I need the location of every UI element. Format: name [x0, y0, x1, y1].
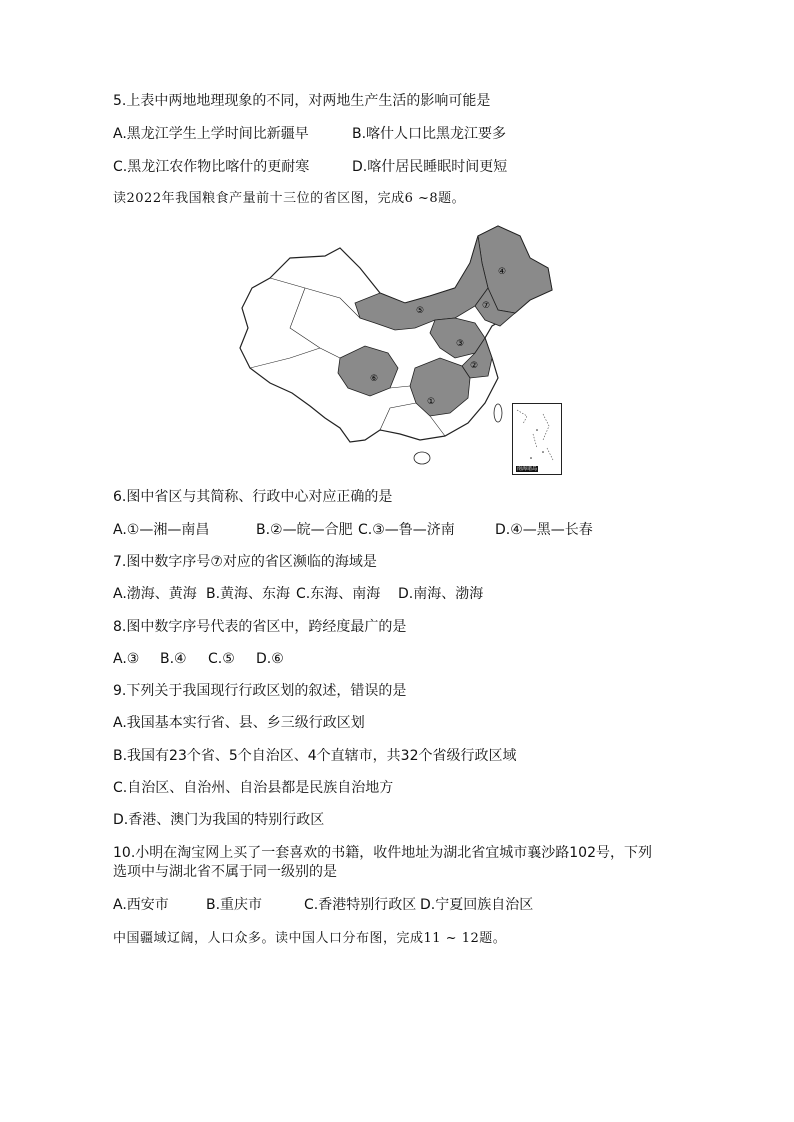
population-intro: 中国疆域辽阔，人口众多。读中国人口分布图，完成11 ~ 12题。	[113, 931, 507, 946]
map-label-4: ④	[498, 267, 507, 277]
q5-option-c: C.黑龙江农作物比喀什的更耐寒	[113, 159, 310, 175]
q10-stem-line1: 10.小明在淘宝网上买了一套喜欢的书籍，收件地址为湖北省宜城市襄沙路102号，下列	[113, 845, 652, 861]
q8-option-c: C.⑤	[208, 651, 235, 667]
q6-option-b: B.②—皖—合肥	[256, 522, 353, 538]
map-label-3: ③	[456, 339, 465, 349]
q10-option-c: C.香港特别行政区	[304, 897, 417, 913]
q7-option-d: D.南海、渤海	[398, 586, 484, 602]
map-intro: 读2022年我国粮食产量前十三位的省区图，完成6 ~8题。	[113, 191, 466, 206]
q6-option-d: D.④—黑—长春	[495, 522, 593, 538]
q9-option-a: A.我国基本实行省、县、乡三级行政区划	[113, 715, 365, 731]
q6-stem: 6.图中省区与其简称、行政中心对应正确的是	[113, 489, 393, 505]
q7-option-b: B.黄海、东海	[206, 586, 291, 602]
q5-option-b: B.喀什人口比黑龙江要多	[352, 126, 507, 142]
inset-caption: 南海诸岛	[517, 466, 538, 472]
q10-option-a: A.西安市	[113, 897, 169, 913]
hainan-island	[414, 452, 430, 464]
south-china-sea-inset	[512, 403, 562, 475]
q7-option-c: C.东海、南海	[296, 586, 381, 602]
q7-stem: 7.图中数字序号⑦对应的省区濒临的海域是	[113, 554, 377, 570]
q8-option-a: A.③	[113, 651, 140, 667]
q9-stem: 9.下列关于我国现行行政区划的叙述，错误的是	[113, 683, 407, 699]
q10-option-b: B.重庆市	[206, 897, 263, 913]
q9-option-d: D.香港、澳门为我国的特别行政区	[113, 812, 325, 828]
q8-option-b: B.④	[160, 651, 187, 667]
map-label-7: ⑦	[482, 301, 491, 311]
q10-stem-line2: 选项中与湖北省不属于同一级别的是	[113, 864, 337, 880]
map-label-6: ⑥	[370, 374, 379, 384]
q5-stem: 5.上表中两地地理现象的不同，对两地生产生活的影响可能是	[113, 93, 491, 109]
q6-option-c: C.③—鲁—济南	[358, 522, 455, 538]
map-label-1: ①	[427, 397, 436, 407]
q8-stem: 8.图中数字序号代表的省区中，跨经度最广的是	[113, 619, 407, 635]
map-label-2: ②	[470, 361, 479, 371]
q5-option-a: A.黑龙江学生上学时间比新疆早	[113, 126, 309, 142]
taiwan-island	[494, 404, 502, 422]
q9-option-c: C.自治区、自治州、自治县都是民族自治地方	[113, 780, 394, 796]
q5-option-d: D.喀什居民睡眠时间更短	[352, 159, 508, 175]
q7-option-a: A.渤海、黄海	[113, 586, 197, 602]
q10-option-d: D.宁夏回族自治区	[420, 897, 534, 913]
q9-option-b: B.我国有23个省、5个自治区、4个直辖市，共32个省级行政区域	[113, 748, 517, 764]
q6-option-a: A.①—湘—南昌	[113, 522, 210, 538]
map-label-5: ⑤	[416, 306, 425, 316]
q8-option-d: D.⑥	[256, 651, 284, 667]
